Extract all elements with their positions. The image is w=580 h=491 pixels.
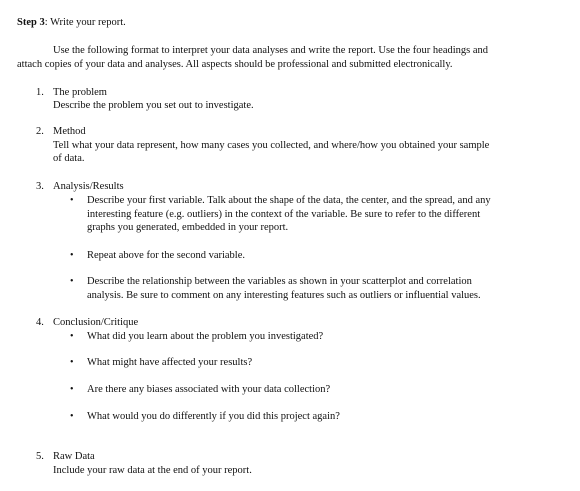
- bullet-text: interesting feature (e.g. outliers) in the context of the variable. Be sure to refer to the different: [87, 209, 481, 220]
- bullet-text: graphs you generated, embedded in your report.: [87, 222, 289, 233]
- bullet-text: Describe the relationship between the variables as shown in your scatterplot and correlation: [87, 276, 472, 287]
- bullet-text: Describe your first variable. Talk about the shape of the data, the center, and the spread, and any: [87, 195, 491, 206]
- bullet-text: Are there any biases associated with your data collection?: [87, 384, 331, 395]
- section-heading-analysis: Analysis/Results: [53, 181, 124, 192]
- section-heading-raw-data: Raw Data: [53, 451, 95, 462]
- bullet-text: What did you learn about the problem you investigated?: [87, 331, 324, 342]
- section-text: Describe the problem you set out to investigate.: [53, 100, 254, 111]
- bullet-icon: •: [70, 357, 74, 368]
- bullet-text: What might have affected your results?: [87, 357, 253, 368]
- step-text: : Write your report.: [44, 17, 126, 28]
- section-text: of data.: [53, 153, 85, 164]
- bullet-text: analysis. Be sure to comment on any interesting features such as outliers or influential values.: [87, 290, 481, 301]
- bullet-icon: •: [70, 384, 74, 395]
- bullet-text: Repeat above for the second variable.: [87, 250, 246, 261]
- section-number: 5.: [36, 451, 44, 462]
- step-label: Step 3: [17, 17, 45, 28]
- section-number: 2.: [36, 126, 44, 137]
- section-text: Tell what your data represent, how many cases you collected, and where/how you obtained your sample: [53, 140, 490, 151]
- intro-line-2: attach copies of your data and analyses. All aspects should be professional and submitted electronically.: [17, 59, 453, 70]
- intro-line-1: Use the following format to interpret your data analyses and write the report. Use the four headings and: [53, 45, 489, 56]
- section-number: 4.: [36, 317, 44, 328]
- bullet-icon: •: [70, 411, 74, 422]
- bullet-text: What would you do differently if you did this project again?: [87, 411, 340, 422]
- section-number: 1.: [36, 87, 44, 98]
- step-heading: [17, 16, 126, 30]
- section-heading-conclusion: Conclusion/Critique: [53, 317, 139, 328]
- section-number: 3.: [36, 181, 44, 192]
- section-heading-problem: The problem: [53, 87, 107, 98]
- bullet-icon: •: [70, 195, 74, 206]
- bullet-icon: •: [70, 331, 74, 342]
- section-heading-method: Method: [53, 126, 86, 137]
- bullet-icon: •: [70, 276, 74, 287]
- section-text: Include your raw data at the end of your report.: [53, 465, 252, 476]
- bullet-icon: •: [70, 250, 74, 261]
